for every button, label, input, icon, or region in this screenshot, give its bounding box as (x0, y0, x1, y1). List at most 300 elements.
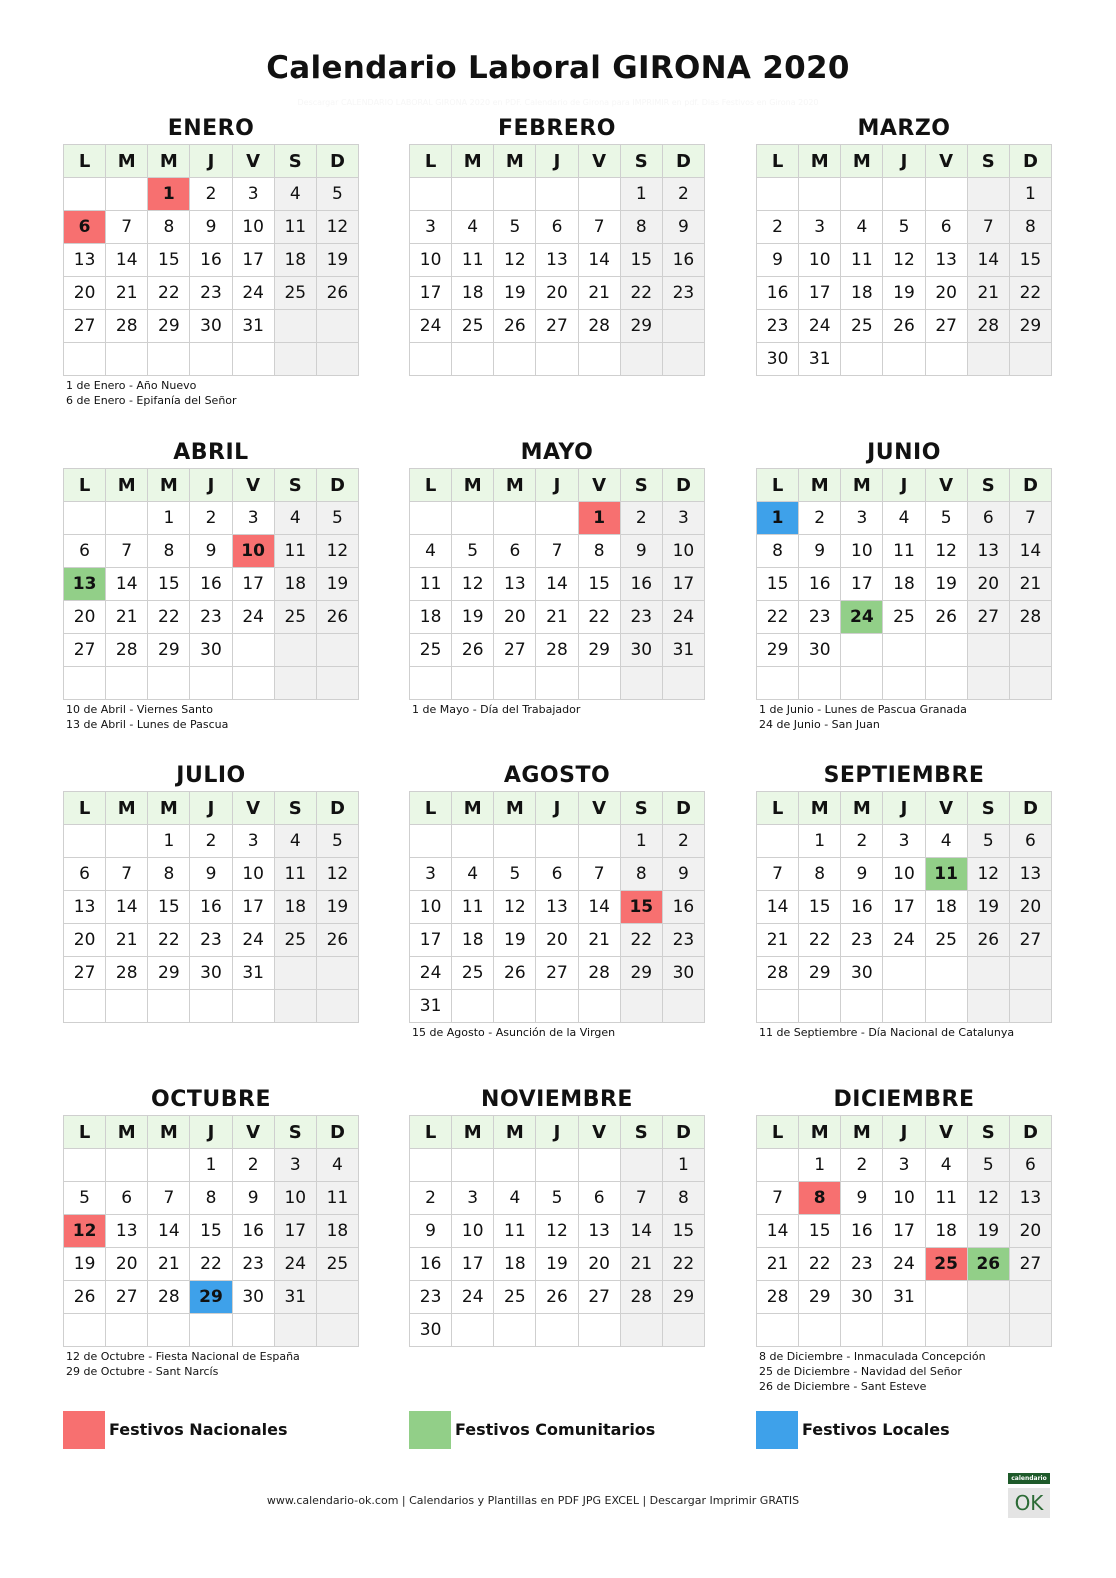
weekday-header: M (452, 469, 494, 502)
holiday-note: 6 de Enero - Epifanía del Señor (66, 394, 237, 407)
day-cell: 6 (106, 1182, 148, 1215)
day-cell: 2 (841, 1149, 883, 1182)
day-cell: 3 (883, 1149, 925, 1182)
legend-label-locales: Festivos Locales (802, 1420, 950, 1439)
empty-day-cell (494, 343, 536, 376)
empty-day-cell (967, 990, 1009, 1023)
day-cell: 24 (274, 1248, 316, 1281)
day-cell: 29 (662, 1281, 704, 1314)
weekday-header: L (757, 792, 799, 825)
day-cell: 2 (757, 211, 799, 244)
month-table (409, 468, 705, 700)
week-row (757, 1248, 1052, 1281)
empty-day-cell (148, 1314, 190, 1347)
day-cell: 11 (274, 858, 316, 891)
week-row (757, 535, 1052, 568)
weekday-header: L (410, 792, 452, 825)
day-cell: 22 (578, 601, 620, 634)
day-cell: 7 (757, 858, 799, 891)
empty-day-cell (1009, 1314, 1051, 1347)
day-cell: 15 (757, 568, 799, 601)
weekday-header: L (64, 469, 106, 502)
day-cell: 9 (757, 244, 799, 277)
empty-day-cell (316, 310, 358, 343)
day-cell: 21 (757, 1248, 799, 1281)
day-cell: 6 (494, 535, 536, 568)
weekday-header: J (883, 469, 925, 502)
empty-day-cell (452, 667, 494, 700)
day-cell: 23 (190, 924, 232, 957)
empty-day-cell (64, 502, 106, 535)
day-cell: 2 (662, 178, 704, 211)
day-cell: 14 (578, 244, 620, 277)
legend-label-comunitarios: Festivos Comunitarios (455, 1420, 656, 1439)
day-cell: 22 (148, 924, 190, 957)
week-row (410, 277, 705, 310)
footer-text[interactable]: www.calendario-ok.com | Calendarios y Plantillas en PDF JPG EXCEL | Descargar Imprimir GRATIS (266, 1494, 800, 1507)
day-cell: 1 (799, 1149, 841, 1182)
week-row (64, 1248, 359, 1281)
day-cell: 13 (64, 891, 106, 924)
day-cell: 5 (967, 1149, 1009, 1182)
holiday-day-cell: 13 (64, 568, 106, 601)
logo-bottom-text: OK (1008, 1488, 1050, 1518)
day-cell: 30 (620, 634, 662, 667)
empty-day-cell (148, 990, 190, 1023)
day-cell: 2 (190, 825, 232, 858)
day-cell: 9 (841, 858, 883, 891)
holiday-note: 15 de Agosto - Asunción de la Virgen (412, 1026, 616, 1039)
empty-day-cell (190, 343, 232, 376)
empty-day-cell (925, 990, 967, 1023)
day-cell: 28 (578, 957, 620, 990)
week-row (64, 825, 359, 858)
empty-day-cell (64, 1314, 106, 1347)
weekday-header: J (883, 1116, 925, 1149)
month-mayo (409, 440, 705, 717)
day-cell: 20 (967, 568, 1009, 601)
empty-day-cell (841, 1314, 883, 1347)
empty-day-cell (410, 667, 452, 700)
month-name: MAYO (520, 440, 594, 465)
day-cell: 25 (274, 601, 316, 634)
day-cell: 27 (925, 310, 967, 343)
day-cell: 11 (274, 211, 316, 244)
day-cell: 22 (757, 601, 799, 634)
weekday-header: S (274, 469, 316, 502)
day-cell: 19 (316, 568, 358, 601)
day-cell: 15 (799, 891, 841, 924)
weekday-header: V (232, 1116, 274, 1149)
empty-day-cell (106, 502, 148, 535)
day-cell: 11 (883, 535, 925, 568)
week-row (757, 924, 1052, 957)
day-cell: 23 (190, 601, 232, 634)
holiday-note: 1 de Enero - Año Nuevo (66, 379, 197, 392)
month-junio (756, 440, 1052, 732)
empty-day-cell (883, 1314, 925, 1347)
week-row (757, 990, 1052, 1023)
empty-day-cell (662, 343, 704, 376)
month-septiembre (756, 763, 1052, 1040)
day-cell: 14 (106, 568, 148, 601)
day-cell: 30 (757, 343, 799, 376)
day-cell: 14 (106, 244, 148, 277)
weekday-header: M (799, 792, 841, 825)
weekday-header: J (190, 1116, 232, 1149)
empty-day-cell (274, 667, 316, 700)
site-logo[interactable] (1008, 1473, 1050, 1518)
empty-day-cell (64, 667, 106, 700)
day-cell: 29 (148, 957, 190, 990)
day-cell: 3 (883, 825, 925, 858)
day-cell: 17 (232, 244, 274, 277)
day-cell: 8 (1009, 211, 1051, 244)
day-cell: 26 (64, 1281, 106, 1314)
day-cell: 28 (148, 1281, 190, 1314)
week-row (410, 1281, 705, 1314)
day-cell: 22 (190, 1248, 232, 1281)
day-cell: 4 (841, 211, 883, 244)
day-cell: 16 (841, 1215, 883, 1248)
day-cell: 24 (410, 310, 452, 343)
day-cell: 30 (190, 634, 232, 667)
day-cell: 10 (799, 244, 841, 277)
day-cell: 23 (190, 277, 232, 310)
day-cell: 9 (799, 535, 841, 568)
empty-day-cell (536, 990, 578, 1023)
empty-day-cell (967, 178, 1009, 211)
day-cell: 15 (662, 1215, 704, 1248)
empty-day-cell (410, 343, 452, 376)
week-row (64, 858, 359, 891)
empty-day-cell (662, 667, 704, 700)
day-cell: 22 (148, 601, 190, 634)
day-cell: 21 (148, 1248, 190, 1281)
day-cell: 16 (799, 568, 841, 601)
day-cell: 21 (1009, 568, 1051, 601)
empty-day-cell (232, 343, 274, 376)
empty-day-cell (536, 1314, 578, 1347)
day-cell: 11 (316, 1182, 358, 1215)
holiday-day-cell: 1 (148, 178, 190, 211)
weekday-header: J (883, 792, 925, 825)
week-row (64, 343, 359, 376)
empty-day-cell (452, 1149, 494, 1182)
day-cell: 16 (232, 1215, 274, 1248)
weekday-header: S (967, 792, 1009, 825)
day-cell: 27 (536, 310, 578, 343)
day-cell: 6 (925, 211, 967, 244)
day-cell: 25 (452, 957, 494, 990)
empty-day-cell (274, 310, 316, 343)
weekday-header-row (64, 1116, 359, 1149)
day-cell: 14 (967, 244, 1009, 277)
week-row (410, 502, 705, 535)
day-cell: 5 (316, 825, 358, 858)
holiday-day-cell: 8 (799, 1182, 841, 1215)
legend-swatch-locales (756, 1411, 798, 1449)
day-cell: 9 (841, 1182, 883, 1215)
day-cell: 13 (967, 535, 1009, 568)
day-cell: 17 (410, 924, 452, 957)
month-name: JUNIO (867, 440, 941, 465)
day-cell: 27 (967, 601, 1009, 634)
day-cell: 16 (190, 891, 232, 924)
day-cell: 20 (1009, 1215, 1051, 1248)
empty-day-cell (106, 825, 148, 858)
empty-day-cell (536, 1149, 578, 1182)
day-cell: 4 (452, 858, 494, 891)
day-cell: 1 (620, 178, 662, 211)
day-cell: 20 (1009, 891, 1051, 924)
day-cell: 18 (410, 601, 452, 634)
empty-day-cell (232, 634, 274, 667)
empty-day-cell (410, 1149, 452, 1182)
empty-day-cell (620, 1149, 662, 1182)
day-cell: 15 (148, 568, 190, 601)
week-row (64, 1281, 359, 1314)
day-cell: 4 (274, 178, 316, 211)
weekday-header: L (410, 1116, 452, 1149)
day-cell: 10 (410, 891, 452, 924)
holiday-notes (409, 702, 705, 717)
week-row (757, 244, 1052, 277)
empty-day-cell (536, 825, 578, 858)
empty-day-cell (757, 178, 799, 211)
week-row (410, 924, 705, 957)
day-cell: 10 (410, 244, 452, 277)
day-cell: 5 (316, 502, 358, 535)
day-cell: 15 (578, 568, 620, 601)
day-cell: 8 (620, 858, 662, 891)
empty-day-cell (190, 990, 232, 1023)
weekday-header-row (410, 469, 705, 502)
holiday-note: 25 de Diciembre - Navidad del Señor (759, 1365, 962, 1378)
month-name: ENERO (167, 116, 255, 141)
weekday-header: V (232, 145, 274, 178)
day-cell: 19 (536, 1248, 578, 1281)
empty-day-cell (1009, 634, 1051, 667)
empty-day-cell (925, 957, 967, 990)
day-cell: 27 (536, 957, 578, 990)
weekday-header: J (190, 792, 232, 825)
empty-day-cell (536, 343, 578, 376)
day-cell: 10 (232, 211, 274, 244)
day-cell: 2 (232, 1149, 274, 1182)
empty-day-cell (841, 343, 883, 376)
empty-day-cell (757, 990, 799, 1023)
day-cell: 10 (662, 535, 704, 568)
empty-day-cell (578, 178, 620, 211)
weekday-header: V (578, 469, 620, 502)
empty-day-cell (64, 990, 106, 1023)
day-cell: 23 (410, 1281, 452, 1314)
empty-day-cell (536, 502, 578, 535)
day-cell: 12 (316, 858, 358, 891)
weekday-header: S (620, 469, 662, 502)
week-row (64, 244, 359, 277)
week-row (410, 891, 705, 924)
day-cell: 28 (536, 634, 578, 667)
week-row (410, 825, 705, 858)
week-row (64, 277, 359, 310)
day-cell: 9 (190, 858, 232, 891)
empty-day-cell (883, 667, 925, 700)
holiday-note: 26 de Diciembre - Sant Esteve (759, 1380, 927, 1393)
weekday-header: L (64, 1116, 106, 1149)
day-cell: 31 (799, 343, 841, 376)
weekday-header: V (925, 469, 967, 502)
empty-day-cell (757, 1314, 799, 1347)
empty-day-cell (190, 667, 232, 700)
week-row (757, 1281, 1052, 1314)
weekday-header: V (578, 1116, 620, 1149)
weekday-header: J (190, 469, 232, 502)
day-cell: 9 (190, 535, 232, 568)
empty-day-cell (106, 990, 148, 1023)
holiday-day-cell: 1 (757, 502, 799, 535)
day-cell: 24 (883, 924, 925, 957)
legend-label-nacionales: Festivos Nacionales (109, 1420, 288, 1439)
day-cell: 17 (274, 1215, 316, 1248)
day-cell: 12 (452, 568, 494, 601)
empty-day-cell (316, 957, 358, 990)
holiday-notes (63, 1349, 359, 1379)
weekday-header: V (232, 469, 274, 502)
weekday-header-row (64, 469, 359, 502)
day-cell: 17 (662, 568, 704, 601)
weekday-header-row (410, 145, 705, 178)
day-cell: 17 (799, 277, 841, 310)
week-row (757, 343, 1052, 376)
day-cell: 12 (883, 244, 925, 277)
empty-day-cell (883, 957, 925, 990)
weekday-header: M (841, 792, 883, 825)
day-cell: 5 (452, 535, 494, 568)
day-cell: 7 (1009, 502, 1051, 535)
month-name: DICIEMBRE (833, 1087, 975, 1112)
day-cell: 21 (757, 924, 799, 957)
day-cell: 23 (841, 924, 883, 957)
week-row (410, 535, 705, 568)
empty-day-cell (494, 1149, 536, 1182)
empty-day-cell (148, 667, 190, 700)
week-row (64, 601, 359, 634)
day-cell: 26 (316, 924, 358, 957)
empty-day-cell (841, 178, 883, 211)
week-row (410, 1314, 705, 1347)
month-febrero (409, 116, 705, 378)
day-cell: 8 (799, 858, 841, 891)
day-cell: 15 (190, 1215, 232, 1248)
empty-day-cell (148, 1149, 190, 1182)
weekday-header: S (967, 469, 1009, 502)
week-row (64, 535, 359, 568)
week-row (64, 634, 359, 667)
day-cell: 3 (452, 1182, 494, 1215)
weekday-header: D (1009, 792, 1051, 825)
day-cell: 16 (620, 568, 662, 601)
day-cell: 3 (410, 211, 452, 244)
week-row (64, 568, 359, 601)
empty-day-cell (410, 825, 452, 858)
weekday-header: V (925, 145, 967, 178)
empty-day-cell (662, 310, 704, 343)
day-cell: 5 (494, 858, 536, 891)
month-abril (63, 440, 359, 732)
week-row (757, 634, 1052, 667)
day-cell: 31 (232, 957, 274, 990)
day-cell: 10 (452, 1215, 494, 1248)
empty-day-cell (967, 634, 1009, 667)
week-row (64, 924, 359, 957)
day-cell: 28 (578, 310, 620, 343)
empty-day-cell (757, 825, 799, 858)
month-table (63, 791, 359, 1023)
day-cell: 11 (410, 568, 452, 601)
day-cell: 30 (190, 310, 232, 343)
day-cell: 2 (841, 825, 883, 858)
month-table (63, 144, 359, 376)
empty-day-cell (757, 1149, 799, 1182)
month-name: OCTUBRE (151, 1087, 271, 1112)
day-cell: 5 (967, 825, 1009, 858)
weekday-header: J (536, 145, 578, 178)
weekday-header: D (316, 1116, 358, 1149)
day-cell: 15 (620, 244, 662, 277)
week-row (757, 858, 1052, 891)
month-noviembre (409, 1087, 705, 1349)
day-cell: 14 (148, 1215, 190, 1248)
holiday-notes (756, 702, 1052, 732)
weekday-header: M (452, 145, 494, 178)
week-row (410, 1149, 705, 1182)
month-name: NOVIEMBRE (481, 1087, 633, 1112)
legend-swatch-comunitarios (409, 1411, 451, 1449)
weekday-header: M (494, 1116, 536, 1149)
day-cell: 12 (967, 1182, 1009, 1215)
week-row (410, 1182, 705, 1215)
day-cell: 29 (1009, 310, 1051, 343)
empty-day-cell (578, 990, 620, 1023)
day-cell: 14 (578, 891, 620, 924)
day-cell: 27 (106, 1281, 148, 1314)
day-cell: 14 (757, 1215, 799, 1248)
day-cell: 30 (841, 957, 883, 990)
day-cell: 5 (64, 1182, 106, 1215)
day-cell: 13 (925, 244, 967, 277)
day-cell: 4 (274, 825, 316, 858)
weekday-header: V (925, 792, 967, 825)
week-row (410, 178, 705, 211)
month-name: MARZO (857, 116, 951, 141)
weekday-header-row (757, 792, 1052, 825)
empty-day-cell (967, 1281, 1009, 1314)
holiday-notes (756, 1025, 1052, 1040)
day-cell: 15 (799, 1215, 841, 1248)
day-cell: 13 (64, 244, 106, 277)
week-row (410, 568, 705, 601)
day-cell: 6 (536, 858, 578, 891)
day-cell: 29 (148, 310, 190, 343)
day-cell: 12 (967, 858, 1009, 891)
day-cell: 14 (620, 1215, 662, 1248)
day-cell: 19 (316, 891, 358, 924)
day-cell: 1 (148, 502, 190, 535)
day-cell: 23 (662, 277, 704, 310)
day-cell: 23 (757, 310, 799, 343)
